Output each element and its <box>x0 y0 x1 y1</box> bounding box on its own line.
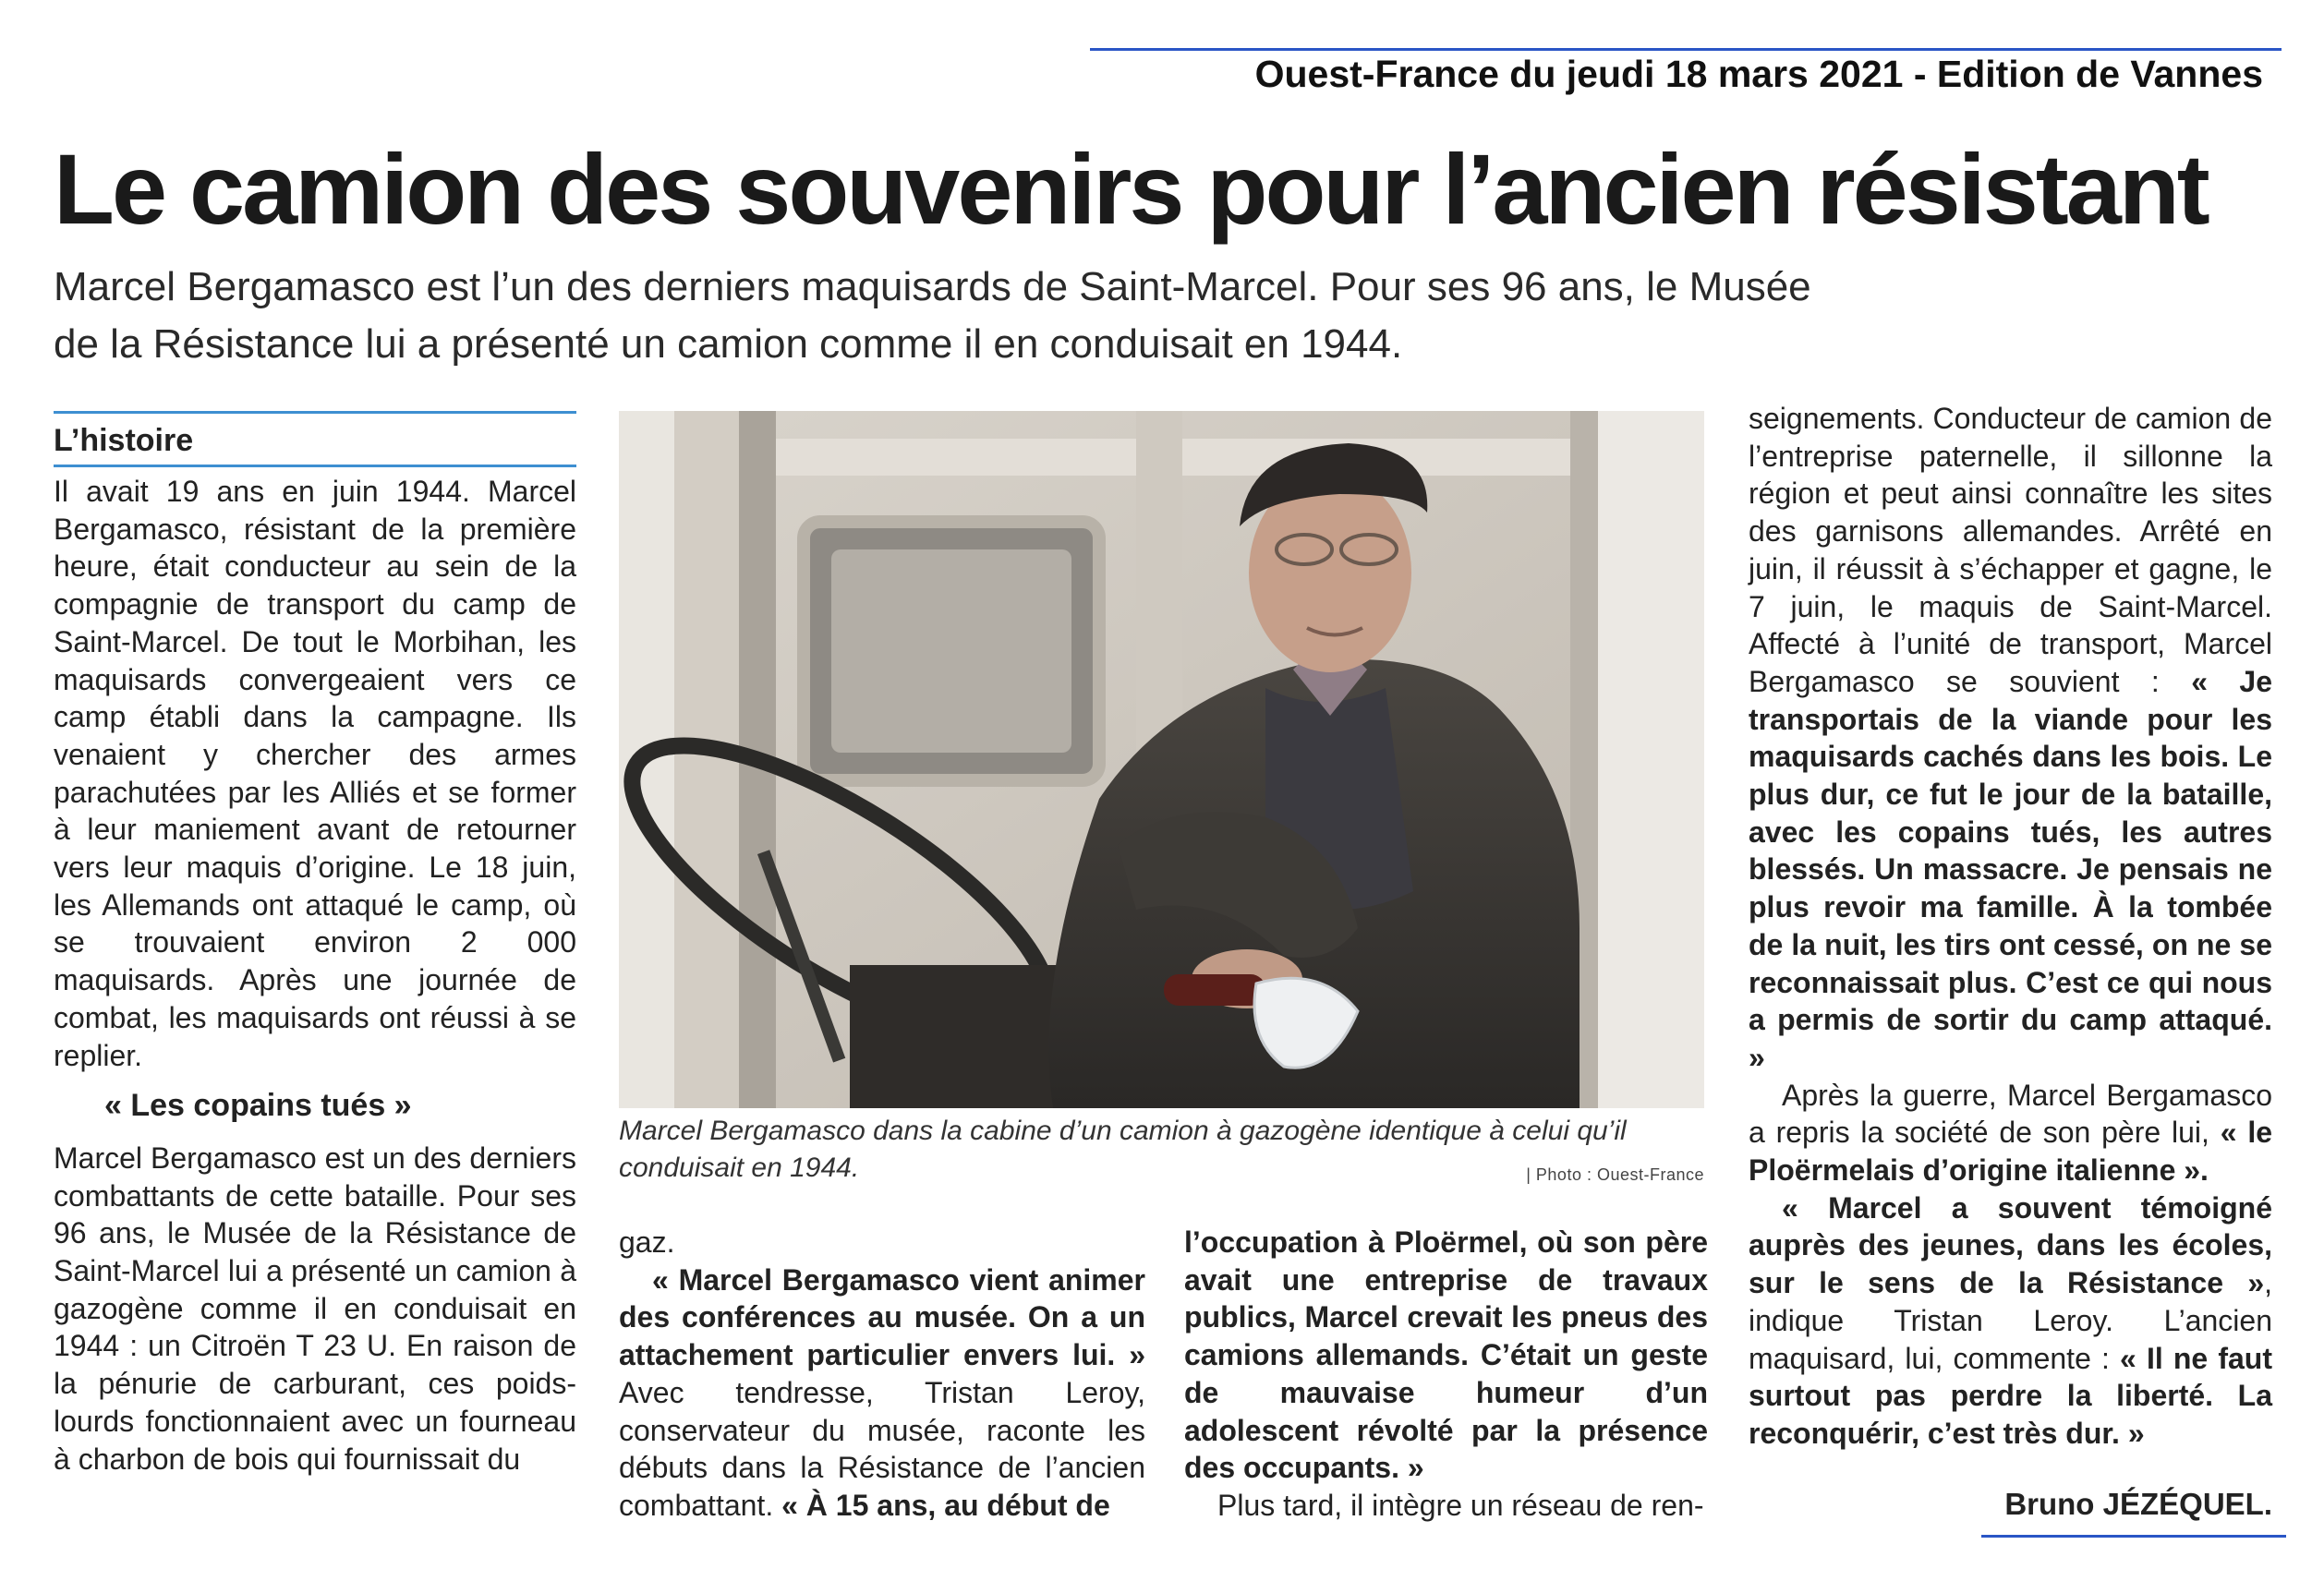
photo-caption: Marcel Bergamasco dans la cabine d’un camion à gazogène identique à celui qu’il conduisait en 1944. <box>619 1116 1627 1183</box>
col2-paragraph-1: gaz. <box>619 1225 675 1259</box>
standfirst-line-1: Marcel Bergamasco est l’un des derniers maquisards de Saint-Marcel. Pour ses 96 ans, le Musée <box>54 264 1811 309</box>
standfirst <box>54 259 2012 373</box>
section-rule-bottom <box>54 465 576 467</box>
col4-quote-4: « Il ne faut surtout pas perdre la liberté. La reconquérir, c’est très dur. » <box>1749 1341 2273 1450</box>
col3-quote: l’occupation à Ploërmel, où son père avait une entreprise de travaux publics, Marcel crevait les pneus des camions allemands. C’était un geste de mauvaise humeur d’un adolescent révolté par la présence des occupants. » <box>1184 1225 1708 1485</box>
photo-illustration <box>619 411 1704 1108</box>
standfirst-line-2: de la Résistance lui a présenté un camion comme il en conduisait en 1944. <box>54 321 1403 367</box>
headline: Le camion des souvenirs pour l’ancien résistant <box>54 133 2208 245</box>
col3-paragraph-2: Plus tard, il intègre un réseau de ren- <box>1217 1488 1704 1522</box>
col2-paragraph-2 <box>619 1261 1145 1525</box>
col4-quote-2: « le Ploërmelais d’origine italienne ». <box>1749 1116 2273 1188</box>
col4-quote-3: « Marcel a souvent témoigné auprès des jeunes, dans les écoles, sur le sens de la Résistance » <box>1749 1190 2272 1300</box>
column-1 <box>54 473 576 1478</box>
col2-quote-2: « À 15 ans, au début de <box>781 1488 1110 1522</box>
col4-paragraph-1 <box>1749 400 2272 1077</box>
col4-text-1: seignements. Conducteur de camion de l’entreprise paternelle, il sillonne la région et peut ainsi connaître les sites des garnisons allemandes. Arrêté en juin, il réussit à s’échapper et gagne, le 7 juin, le maquis de Saint-Marcel. Affecté à l’unité de transport, Marcel Bergamasco se souvient : <box>1749 402 2272 698</box>
col2-quote-1: « Marcel Bergamasco vient animer des conférences au musée. On a un attachement particulier envers lui. » <box>619 1262 1145 1372</box>
col4-text-3: , indique Tristan Leroy. L’ancien maquisard, lui, commente : <box>1749 1266 2272 1375</box>
signature-rule <box>1981 1535 2286 1538</box>
section-title: L’histoire <box>54 423 194 458</box>
section-rule-top <box>54 411 576 414</box>
article-photo <box>619 411 1704 1108</box>
col4-paragraph-2 <box>1749 1077 2272 1189</box>
col1-subhead: « Les copains tués » <box>104 1088 412 1124</box>
col4-text-2: Après la guerre, Marcel Bergamasco a repris la société de son père lui, <box>1749 1078 2272 1150</box>
source-line: Ouest-France du jeudi 18 mars 2021 - Edition de Vannes <box>1090 48 2282 94</box>
column-3 <box>1184 1224 1708 1525</box>
column-4 <box>1749 400 2272 1453</box>
col2-text: Avec tendresse, Tristan Leroy, conservateur du musée, raconte les débuts dans la Résistance de l’ancien combattant. <box>619 1375 1145 1522</box>
col4-paragraph-3 <box>1749 1189 2272 1453</box>
col4-quote-1: « Je transportais de la viande pour les maquisards cachés dans les bois. Le plus dur, ce fut le jour de la bataille, avec les copains tués, les autres blessés. Un massacre. Je pensais ne plus revoir ma famille. À la tombée de la nuit, les tirs ont cessé, on ne se reconnaissait plus. C’est ce qui nous a permis de sortir du camp attaqué. » <box>1749 664 2273 1074</box>
col3-paragraph-1 <box>1184 1224 1708 1487</box>
photo-credit: | Photo : Ouest-France <box>1526 1165 1704 1184</box>
column-2 <box>619 1224 1145 1525</box>
col1-paragraph-1: Il avait 19 ans en juin 1944. Marcel Bergamasco, résistant de la première heure, était conducteur au sein de la compagnie de transport du camp de Saint-Marcel. De tout le Morbihan, les maquisards convergeaient vers ce camp établi dans la campagne. Ils venaient y chercher des armes parachutées par les Alliés et se former à leur maniement avant de retourner vers leur maquis d’origine. Le 18 juin, les Allemands ont attaqué le camp, où se trouvaient environ 2 000 maquisards. Après une journée de combat, les maquisards ont réussi à se replier. <box>54 475 576 1072</box>
signature: Bruno JÉZÉQUEL. <box>2004 1487 2272 1521</box>
col1-paragraph-2: Marcel Bergamasco est un des derniers combattants de cette bataille. Pour ses 96 ans, le Musée de la Résistance de Saint-Marcel lui a présenté un camion à gazogène comme il en conduisait en 1944 : un Citroën T 23 U. En raison de la pénurie de carburant, ces poids-lourds fonctionnaient avec un fourneau à charbon de bois qui fournissait du <box>54 1140 576 1476</box>
